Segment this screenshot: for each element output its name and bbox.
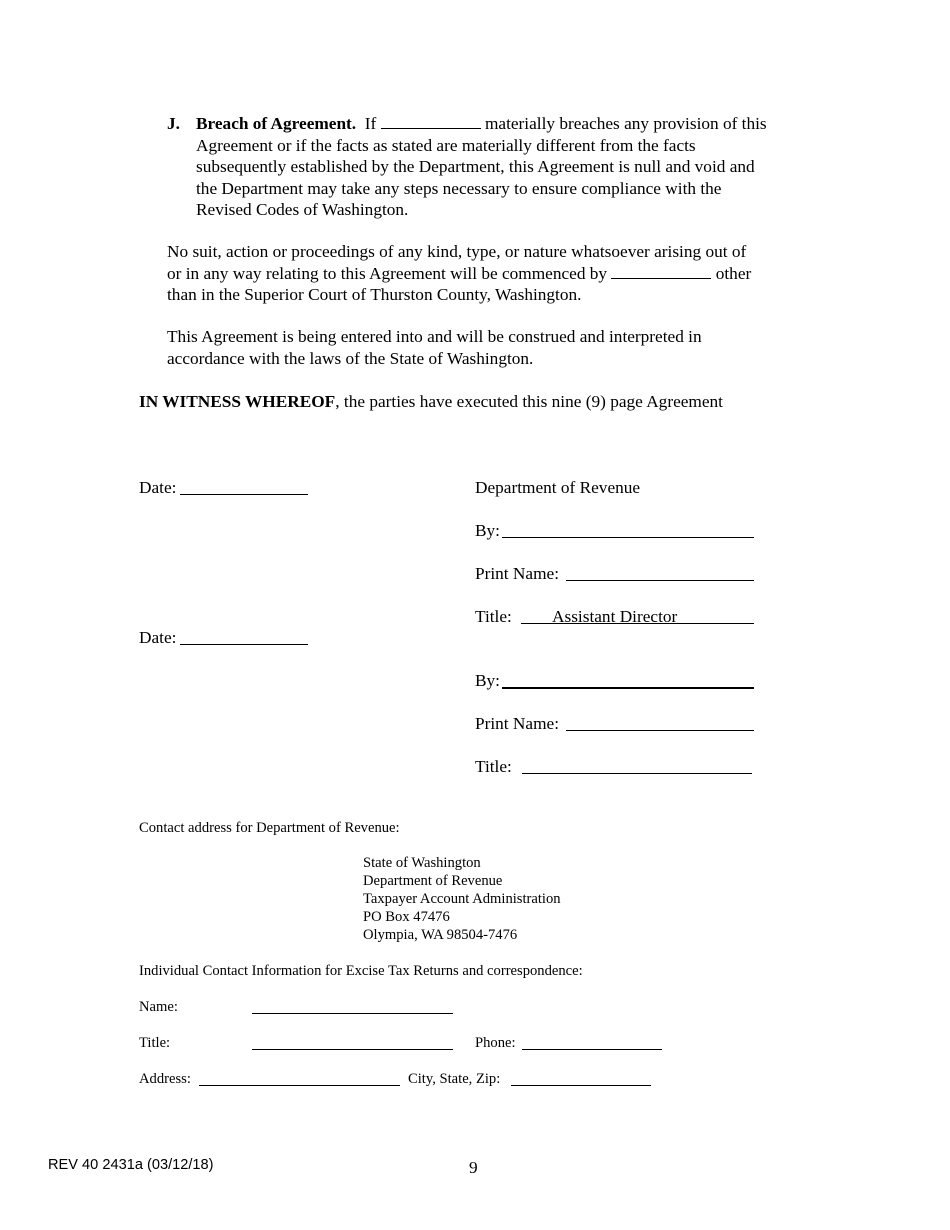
party-name-blank-2[interactable] [611, 265, 711, 279]
name-label: Name: [139, 999, 178, 1015]
print-name-field-1[interactable] [566, 580, 754, 581]
title-label-1: Title: [475, 607, 512, 626]
print-name-field-2[interactable] [566, 730, 754, 731]
city-state-zip-field[interactable] [511, 1085, 651, 1086]
phone-label: Phone: [475, 1035, 516, 1051]
title-field-3[interactable] [252, 1049, 453, 1050]
title-value-1: Assistant Director [552, 607, 678, 626]
witness-statement: IN WITNESS WHEREOF, the parties have executed this nine (9) page Agreement [139, 392, 723, 411]
address-field[interactable] [199, 1085, 400, 1086]
date-label-1: Date: [139, 478, 177, 497]
date-label-2: Date: [139, 628, 177, 647]
section-j-heading: Breach of Agreement. [196, 114, 357, 133]
by-label-2: By: [475, 671, 500, 690]
phone-field[interactable] [522, 1049, 662, 1050]
by-label-1: By: [475, 521, 500, 540]
department-name: Department of Revenue [475, 478, 641, 497]
form-id: REV 40 2431a (03/12/18) [48, 1157, 214, 1173]
date-field-2[interactable] [180, 644, 308, 645]
date-field-1[interactable] [180, 494, 308, 495]
contact-heading: Contact address for Department of Revenue: [139, 820, 400, 836]
individual-contact-heading: Individual Contact Information for Excise Tax Returns and correspondence: [139, 963, 583, 979]
signature-field-2[interactable] [502, 687, 754, 689]
name-field[interactable] [252, 1013, 453, 1014]
print-name-label-1: Print Name: [475, 564, 559, 583]
title-label-2: Title: [475, 757, 512, 776]
address-label: Address: [139, 1071, 191, 1087]
print-name-label-2: Print Name: [475, 714, 559, 733]
city-state-zip-label: City, State, Zip: [408, 1071, 501, 1087]
section-j-marker: J. [167, 114, 180, 133]
signature-field-1[interactable] [502, 537, 754, 538]
section-j-paragraph: Breach of Agreement. If materially breaches any provision of this Agreement or if the facts as stated are materially different from the facts subsequently established by the Department, this Agreement is null and void and the Department may take any steps necessary to ensure compliance with the Revised Codes of Washington. [196, 114, 767, 219]
page-number: 9 [469, 1158, 478, 1177]
title-field-2[interactable] [522, 773, 752, 774]
department-address: State of Washington Department of Revenue Taxpayer Account Administration PO Box 47476 Olympia, WA 98504-7476 [363, 855, 561, 943]
suit-paragraph: No suit, action or proceedings of any kind, type, or nature whatsoever arising out of or in any way relating to this Agreement will be commenced by other than in the Superior Court of Thurston County, Washington. [167, 242, 752, 304]
title-label-3: Title: [139, 1035, 171, 1051]
party-name-blank-1[interactable] [381, 115, 481, 129]
governing-law-paragraph: This Agreement is being entered into and will be construed and interpreted in accordance with the laws of the State of Washington. [167, 327, 702, 368]
